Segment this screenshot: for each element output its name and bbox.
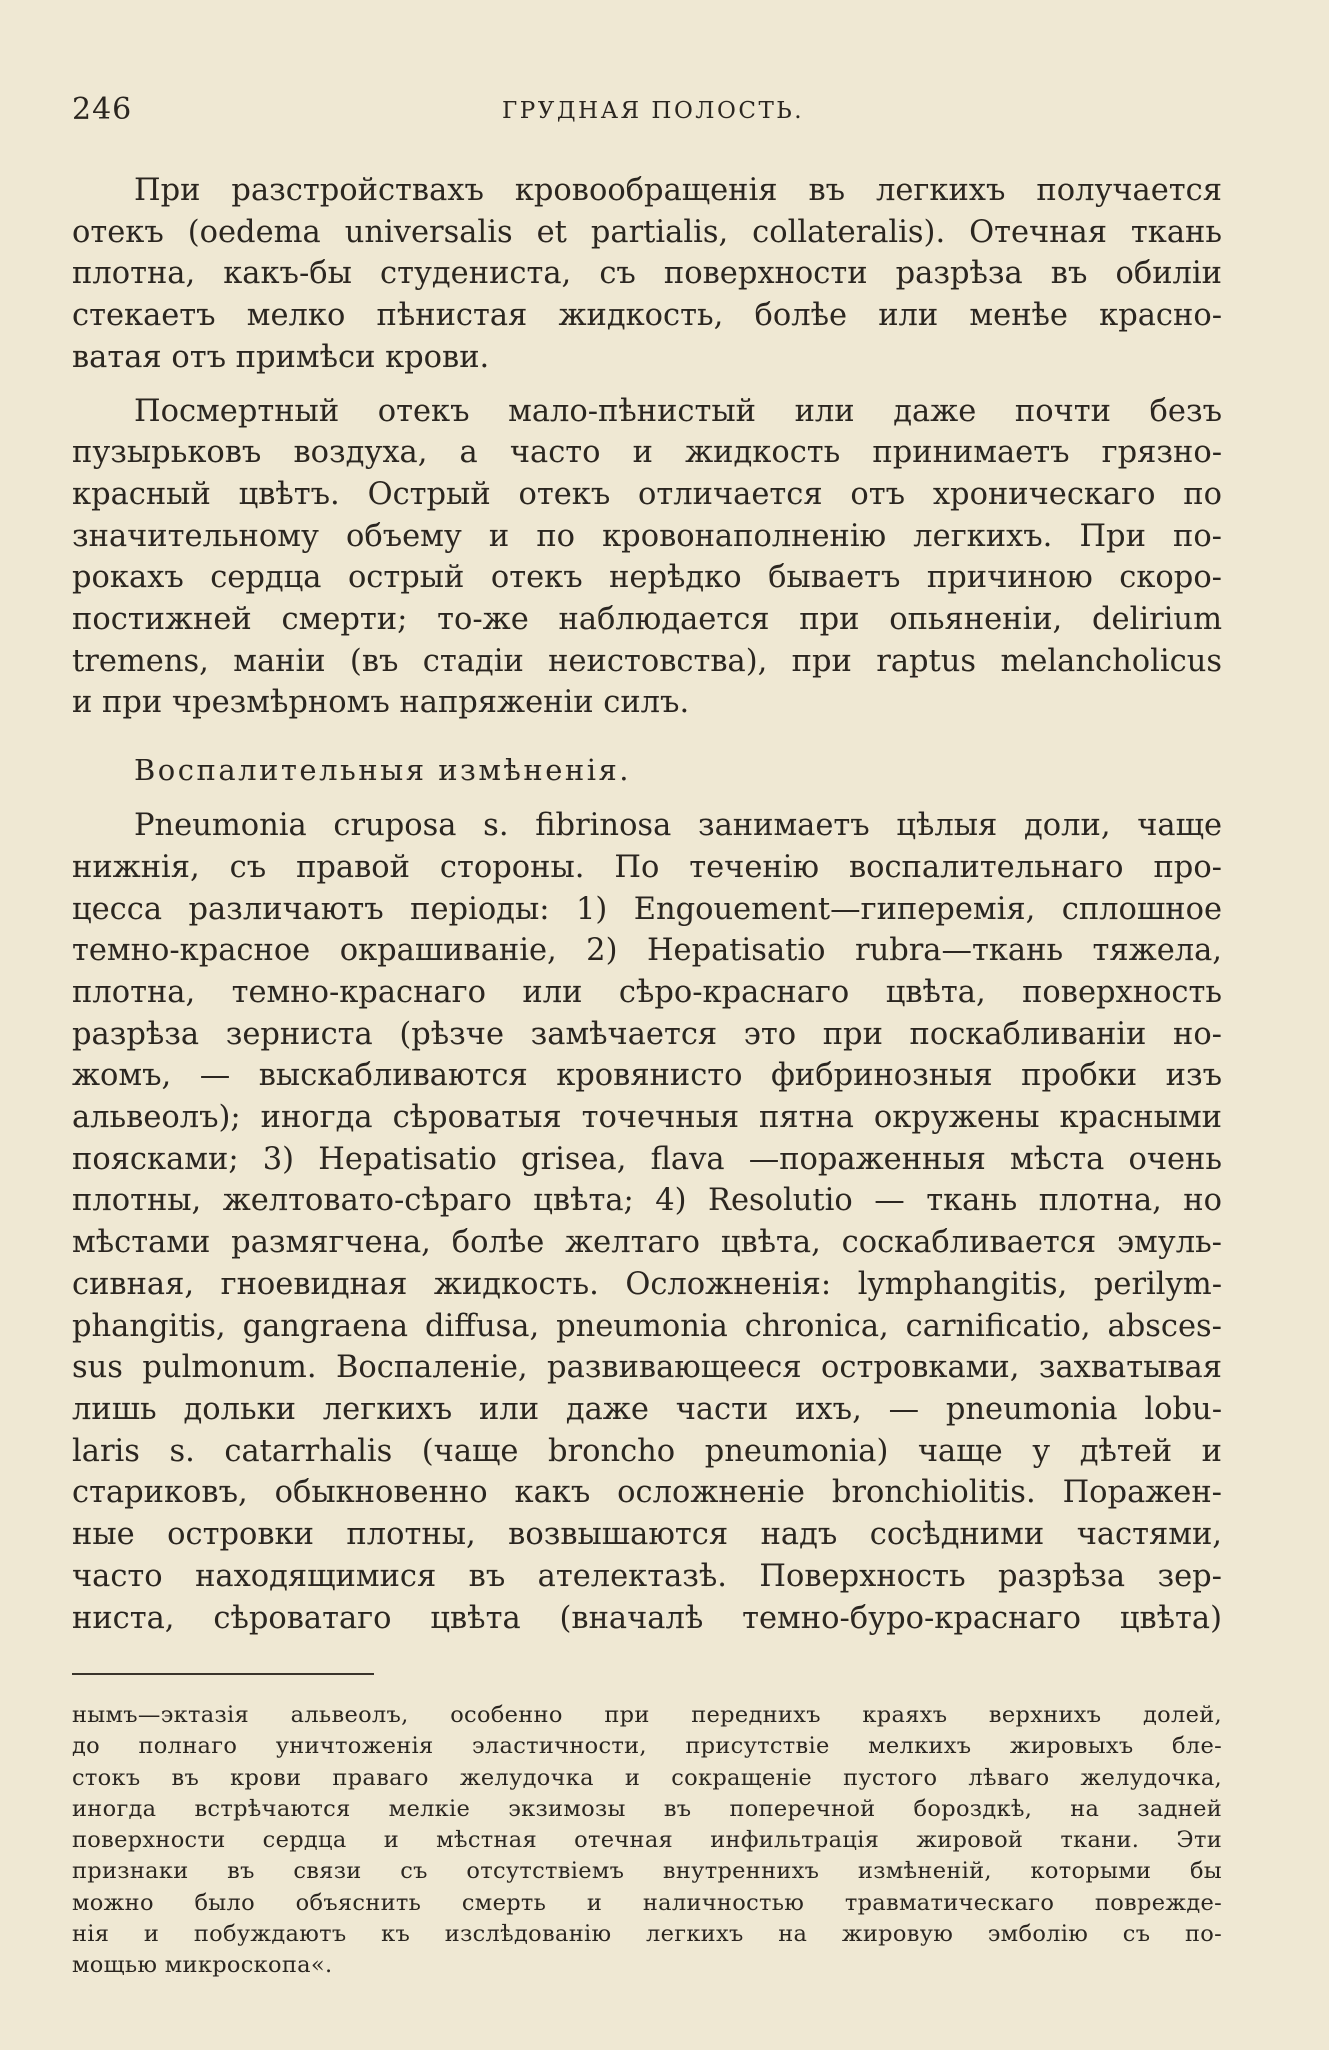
text-line: phangitis, gangraena diffusa, pneumonia chronica, carnificatio, absces-: [72, 1308, 1222, 1344]
text-line: мѣстами размягчена, болѣе желтаго цвѣта, соскабливается эмуль-: [72, 1225, 1222, 1261]
text-line: постижней смерти; то-же наблюдается при опьяненіи, delirium: [72, 602, 1222, 638]
text-line: жомъ, — выскабливаются кровянисто фибринозныя пробки изъ: [72, 1058, 1222, 1094]
paragraph-edema: [72, 170, 1222, 379]
text-line: часто находящимися въ ателектазѣ. Поверхность разрѣза зер-: [72, 1558, 1222, 1594]
text-line: темно-красное окрашиваніе, 2) Hepatisatio rubra—ткань тяжела,: [72, 933, 1222, 969]
text-line: и при чрезмѣрномъ напряженіи силъ.: [72, 685, 690, 721]
footnote-line: мощью микроскопа«.: [72, 1952, 333, 1979]
text-line: красный цвѣтъ. Острый отекъ отличается отъ хроническаго по: [72, 476, 1222, 512]
footnote-line: поверхности сердца и мѣстная отечная инфильтрація жировой ткани. Эти: [72, 1827, 1222, 1854]
footnote-line: до полнаго уничтоженія эластичности, присутствіе мелкихъ жировыхъ бле-: [72, 1733, 1222, 1760]
footnote: [72, 1700, 1222, 1982]
text-line: ные островки плотны, возвышаются надъ сосѣдними частями,: [72, 1517, 1222, 1553]
text-line: плотна, какъ-бы студениста, съ поверхности разрѣза въ обиліи: [72, 256, 1222, 292]
paragraph-pneumonia: [72, 805, 1222, 1639]
text-line: sus pulmonum. Воспаленіе, развивающееся островками, захватывая: [72, 1350, 1222, 1386]
text-line: ниста, сѣроватаго цвѣта (вначалѣ темно-буро-краснаго цвѣта): [72, 1600, 1222, 1636]
footnote-line: признаки въ связи съ отсутствіемъ внутреннихъ измѣненій, которыми бы: [72, 1858, 1222, 1885]
text-line: При разстройствахъ кровообращенія въ легкихъ получается: [134, 173, 1222, 208]
text-line: цесса различаютъ періоды: 1) Engouement—гиперемія, сплошное: [72, 891, 1222, 927]
body-text: [72, 170, 1222, 1639]
text-line: значительному объему и по кровонаполненію легкихъ. При по-: [72, 518, 1222, 554]
text-line: рокахъ сердца острый отекъ нерѣдко бываетъ причиною скоро-: [72, 560, 1222, 596]
footnote-divider: [72, 1673, 374, 1675]
text-line: плотна, темно-краснаго или сѣро-краснаго цвѣта, поверхность: [72, 974, 1222, 1010]
text-line: стариковъ, обыкновенно какъ осложненіе bronchiolitis. Поражен-: [72, 1475, 1222, 1511]
paragraph-postmortem-edema: [72, 391, 1222, 725]
text-line: лишь дольки легкихъ или даже части ихъ, — pneumonia lobu-: [72, 1391, 1222, 1427]
text-line: плотны, желтовато-сѣраго цвѣта; 4) Resolutio — ткань плотна, но: [72, 1183, 1222, 1219]
footnote-line: стокъ въ крови праваго желудочка и сокращеніе пустого лѣваго желудочка,: [72, 1764, 1222, 1791]
text-line: нижнія, съ правой стороны. По теченію воспалительнаго про-: [72, 849, 1222, 885]
text-line: ватая отъ примѣси крови.: [72, 339, 490, 375]
footnote-line: иногда встрѣчаются мелкіе экзимозы въ поперечной бороздкѣ, на задней: [72, 1795, 1222, 1822]
footnote-line: можно было объяснить смерть и наличностью травматическаго поврежде-: [72, 1889, 1222, 1916]
page-header-title: ГРУДНАЯ ПОЛОСТЬ.: [502, 98, 805, 124]
page-number: 246: [72, 92, 133, 127]
text-line: Pneumonia cruposa s. fibrinosa занимаетъ цѣлыя доли, чаще: [134, 808, 1222, 844]
text-line: стекаетъ мелко пѣнистая жидкость, болѣе или менѣе красно-: [72, 298, 1222, 334]
text-line: Посмертный отекъ мало-пѣнистый или даже почти безъ: [134, 393, 1222, 429]
text-line: разрѣза зерниста (рѣзче замѣчается это при поскабливаніи но-: [72, 1016, 1222, 1052]
text-line: поясками; 3) Hepatisatio grisea, flava —пораженныя мѣста очень: [72, 1141, 1222, 1177]
text-line: tremens, маніи (въ стадіи неистовства), при raptus melancholicus: [72, 643, 1222, 679]
footnote-line: нымъ—эктазія альвеолъ, особенно при переднихъ краяхъ верхнихъ долей,: [72, 1702, 1222, 1728]
text-line: laris s. catarrhalis (чаще broncho pneumonia) чаще у дѣтей и: [72, 1433, 1222, 1469]
section-heading: Воспалительныя измѣненія.: [134, 753, 632, 788]
text-line: отекъ (oedema universalis et partialis, collateralis). Отечная ткань: [72, 214, 1222, 250]
text-line: альвеолъ); иногда сѣроватыя точечныя пятна окружены красными: [72, 1100, 1222, 1136]
text-line: пузырьковъ воздуха, а часто и жидкость принимаетъ грязно-: [72, 435, 1222, 471]
running-head: [72, 92, 1222, 132]
text-line: сивная, гноевидная жидкость. Осложненія: lymphangitis, perilym-: [72, 1266, 1222, 1302]
footnote-line: нія и побуждаютъ къ изслѣдованію легкихъ на жировую эмболію съ по-: [72, 1921, 1222, 1948]
